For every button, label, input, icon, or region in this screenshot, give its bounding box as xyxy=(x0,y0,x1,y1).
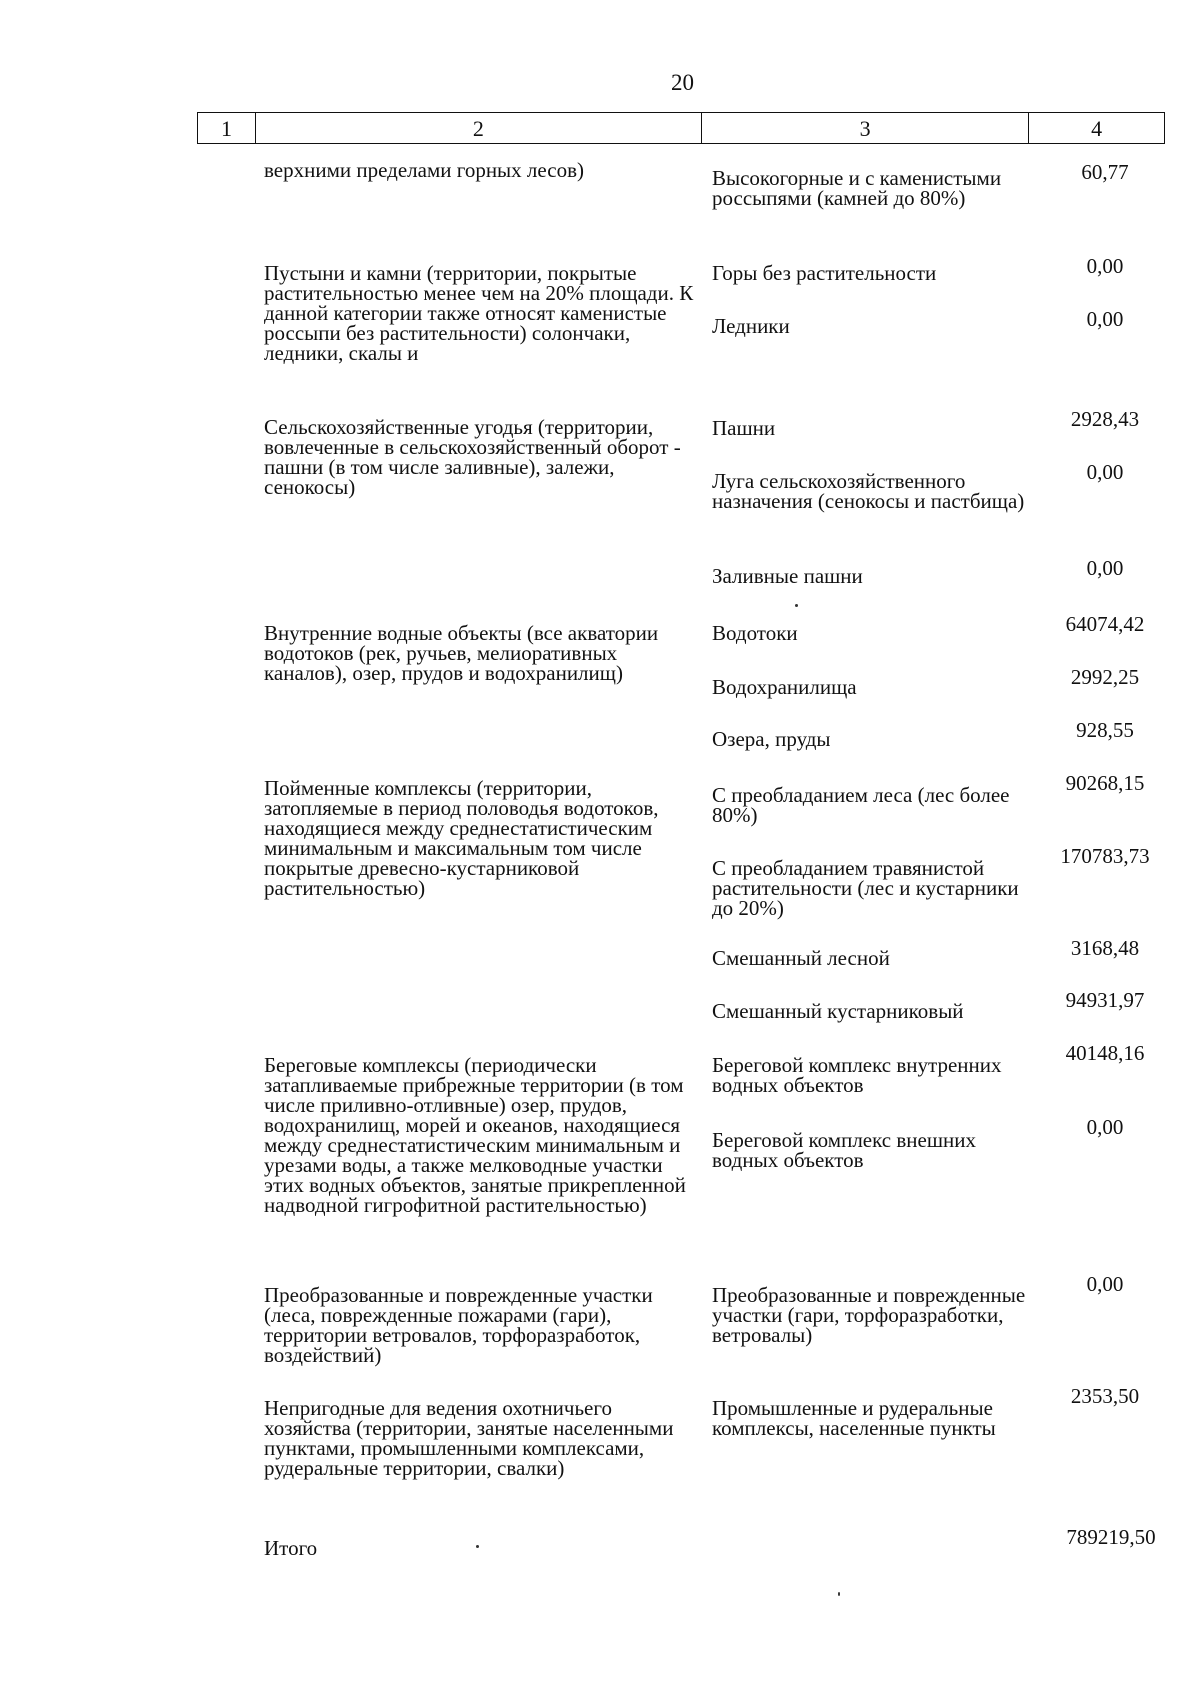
item-value: 0,00 xyxy=(1086,1272,1124,1296)
item-value: 64074,42 xyxy=(1065,612,1145,636)
item-label: Водотоки xyxy=(712,621,798,645)
item-value: 0,00 xyxy=(1086,307,1124,331)
item-label: Промышленные и рудеральные комплексы, населенные пункты xyxy=(712,1396,996,1440)
header-col-3: 3 xyxy=(702,113,1029,143)
category-inland-waters: Внутренние водные объекты (все акватории водотоков (рек, ручьев, мелиоративных каналов), озер, прудов и водохранилищ) xyxy=(264,621,659,685)
item-label: Заливные пашни xyxy=(712,564,863,588)
category-coastal-complexes: Береговые комплексы (периодически затапливаемые прибрежные территории (в том числе приливно-отливные) озер, прудов, водохранилищ, морей и океанов, находящиеся между среднестатистическим минимальным и урезами воды, а также мелководные участки этих водных объектов, занятые прикрепленной надводной гигрофитной растительностью) xyxy=(264,1053,686,1217)
page-number: 20 xyxy=(671,70,694,95)
item-value: 928,55 xyxy=(1076,718,1134,742)
item-label: Водохранилища xyxy=(712,675,857,699)
category-floodplain-complexes: Пойменные комплексы (территории, затопляемые в период половодья водотоков, находящиеся между среднестатистическим минимальным и максимальным том числе покрытые древесно-кустарниковой растительностью) xyxy=(264,776,659,900)
item-label: С преобладанием леса (лес более 80%) xyxy=(712,783,1010,827)
item-label: Луга сельскохозяйственного назначения (сенокосы и пастбища) xyxy=(712,469,1025,513)
item-label: Озера, пруды xyxy=(712,727,831,751)
total-value: 789219,50 xyxy=(1066,1525,1156,1549)
item-label: Смешанный лесной xyxy=(712,946,890,970)
item-value: 90268,15 xyxy=(1065,771,1145,795)
item-value: 3168,48 xyxy=(1070,936,1140,960)
header-col-1: 1 xyxy=(198,113,256,143)
item-label: С преобладанием травянистой растительности (лес и кустарники до 20%) xyxy=(712,856,1019,920)
item-value: 170783,73 xyxy=(1060,844,1150,868)
header-col-2: 2 xyxy=(256,113,702,143)
total-label: Итого xyxy=(264,1536,318,1560)
item-value: 94931,97 xyxy=(1065,988,1145,1012)
item-label: Высокогорные и с каменистыми россыпями (камней до 80%) xyxy=(712,166,1002,210)
item-value: 2992,25 xyxy=(1070,665,1140,689)
item-value: 0,00 xyxy=(1086,1115,1124,1139)
category-mountain-continuation: верхними пределами горных лесов) xyxy=(264,158,584,182)
item-label: Пашни xyxy=(712,416,776,440)
item-value: 2353,50 xyxy=(1070,1384,1140,1408)
item-label: Береговой комплекс внутренних водных объектов xyxy=(712,1053,1002,1097)
item-label: Ледники xyxy=(712,314,790,338)
table-header-row xyxy=(197,112,1165,144)
category-unsuitable-for-hunting: Непригодные для ведения охотничьего хозяйства (территории, занятые населенными пунктами, промышленными комплексами, рудеральные территории, свалки) xyxy=(264,1396,674,1480)
item-value: 60,77 xyxy=(1081,160,1129,184)
category-agricultural-lands: Сельскохозяйственные угодья (территории, вовлеченные в сельскохозяйственный оборот - пашни (в том числе заливные), залежи, сенокосы) xyxy=(264,415,681,499)
item-value: 2928,43 xyxy=(1070,407,1140,431)
item-label: Преобразованные и поврежденные участки (гари, торфоразработки, ветровалы) xyxy=(712,1283,1026,1347)
scan-speck xyxy=(795,604,798,607)
item-label: Береговой комплекс внешних водных объектов xyxy=(712,1128,976,1172)
item-value: 40148,16 xyxy=(1065,1041,1145,1065)
scan-speck xyxy=(476,1545,479,1548)
item-value: 0,00 xyxy=(1086,460,1124,484)
category-deserts-stones: Пустыни и камни (территории, покрытые растительностью менее чем на 20% площади. К данной категории также относят каменистые россыпи без растительности) солончаки, ледники, скалы и xyxy=(264,261,694,365)
item-value: 0,00 xyxy=(1086,556,1124,580)
category-transformed-damaged: Преобразованные и поврежденные участки (леса, поврежденные пожарами (гари), территории ветровалов, торфоразработок, воздействий) xyxy=(264,1283,653,1367)
item-label: Смешанный кустарниковый xyxy=(712,999,964,1023)
item-value: 0,00 xyxy=(1086,254,1124,278)
item-label: Горы без растительности xyxy=(712,261,937,285)
header-col-4: 4 xyxy=(1091,116,1103,141)
scan-speck xyxy=(838,1592,840,1596)
